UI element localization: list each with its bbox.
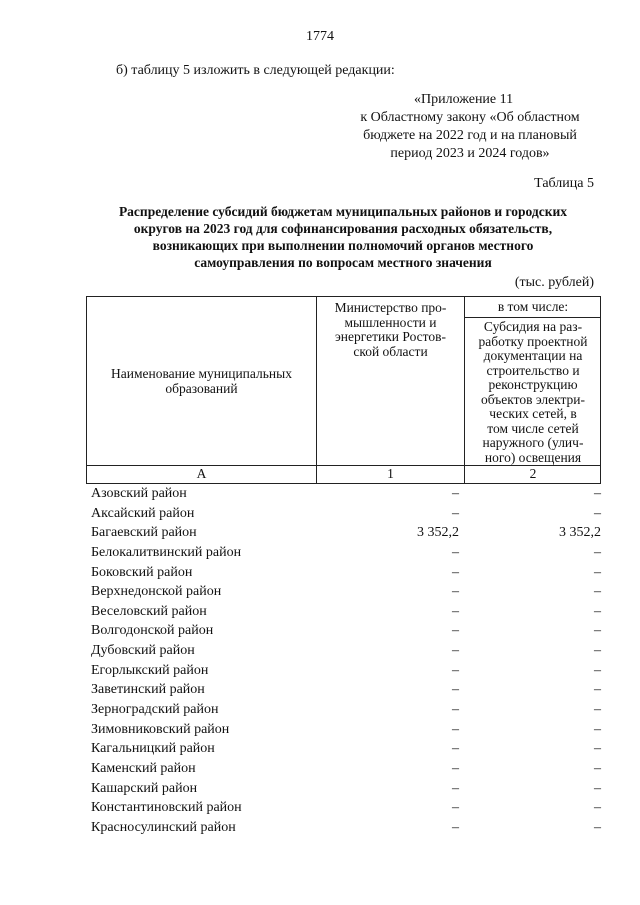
table-row bbox=[86, 759, 601, 779]
ministry-value: – bbox=[452, 486, 459, 501]
header-divider bbox=[464, 317, 601, 318]
subsidy-value: – bbox=[594, 721, 601, 737]
table-row bbox=[86, 720, 601, 740]
header-divider bbox=[86, 465, 601, 466]
ministry-value: – bbox=[452, 780, 459, 796]
municipality-name: Константиновский район bbox=[91, 800, 242, 816]
municipality-name: Веселовский район bbox=[91, 603, 207, 619]
header-subsidy-column bbox=[465, 320, 601, 465]
title-line: самоуправления по вопросам местного значения bbox=[194, 255, 492, 270]
table-row bbox=[86, 739, 601, 759]
header-line: Министерство про- bbox=[334, 300, 447, 315]
table-row bbox=[86, 680, 601, 700]
subsidy-value: – bbox=[594, 819, 601, 835]
table-row bbox=[86, 602, 601, 622]
subsidy-value: – bbox=[594, 760, 601, 776]
header-including-label: в том числе: bbox=[497, 299, 569, 314]
municipality-name: Азовский район bbox=[91, 486, 187, 501]
ministry-value: – bbox=[452, 564, 459, 580]
municipality-name: Верхнедонской район bbox=[91, 584, 222, 600]
subsidy-value: – bbox=[594, 623, 601, 639]
subsidy-value: – bbox=[594, 780, 601, 796]
header-line: документации на bbox=[483, 348, 583, 363]
header-line: Субсидия на раз- bbox=[483, 319, 583, 334]
table-row bbox=[86, 641, 601, 661]
header-ministry-column bbox=[317, 301, 464, 359]
subsidy-value: – bbox=[594, 564, 601, 580]
table-row bbox=[86, 779, 601, 799]
subsidy-value: – bbox=[594, 800, 601, 816]
header-line: том числе сетей bbox=[487, 420, 579, 436]
appendix-line-2: к Областному закону «Об областном bbox=[360, 110, 580, 125]
title-line: возникающих при выполнении полномочий органов местного bbox=[152, 238, 534, 253]
ministry-value: – bbox=[452, 544, 459, 560]
ministry-value: 3 352,2 bbox=[417, 525, 459, 541]
municipality-name: Багаевский район bbox=[91, 525, 197, 541]
municipality-name: Зимовниковский район bbox=[91, 721, 230, 737]
table-row bbox=[86, 484, 601, 504]
subsidy-value: – bbox=[594, 603, 601, 619]
table-row bbox=[86, 661, 601, 681]
subsidy-value: – bbox=[594, 544, 601, 560]
table-title bbox=[88, 203, 598, 271]
header-name-column bbox=[87, 367, 316, 396]
table-number: Таблица 5 bbox=[534, 176, 594, 191]
municipality-name: Кагальницкий район bbox=[91, 741, 215, 757]
municipality-name: Красносулинский район bbox=[91, 819, 236, 835]
municipality-name: Волгодонской район bbox=[91, 623, 214, 639]
table-row bbox=[86, 818, 601, 838]
ministry-value: – bbox=[452, 643, 459, 659]
title-line: Распределение субсидий бюджетам муниципальных районов и городских bbox=[118, 204, 568, 219]
ministry-value: – bbox=[452, 721, 459, 737]
municipality-name: Заветинский район bbox=[91, 682, 205, 698]
appendix-line-1: «Приложение 11 bbox=[414, 92, 514, 107]
page-number: 1774 bbox=[306, 29, 334, 44]
ministry-value: – bbox=[452, 819, 459, 835]
table-row bbox=[86, 582, 601, 602]
ministry-value: – bbox=[452, 741, 459, 757]
municipality-name: Зерноградский район bbox=[91, 702, 219, 718]
municipality-name: Аксайский район bbox=[91, 505, 195, 521]
appendix-line-4: период 2023 и 2024 годов» bbox=[390, 146, 550, 161]
ministry-value: – bbox=[452, 702, 459, 718]
ministry-value: – bbox=[452, 584, 459, 600]
header-line: объектов электри- bbox=[480, 391, 586, 407]
municipality-name: Дубовский район bbox=[91, 643, 195, 659]
header-line: Наименование муниципальных bbox=[111, 366, 292, 381]
municipality-name: Егорлыкский район bbox=[91, 662, 209, 678]
column-number-a: А bbox=[196, 466, 207, 481]
ministry-value: – bbox=[452, 623, 459, 639]
table-row bbox=[86, 700, 601, 720]
intro-text: б) таблицу 5 изложить в следующей редакции: bbox=[116, 63, 395, 78]
subsidy-value: – bbox=[594, 702, 601, 718]
table-row bbox=[86, 798, 601, 818]
ministry-value: – bbox=[452, 682, 459, 698]
header-line: строительство и bbox=[486, 362, 580, 378]
municipality-name: Каменский район bbox=[91, 760, 196, 776]
ministry-value: – bbox=[452, 603, 459, 619]
subsidy-value: – bbox=[594, 741, 601, 757]
table-row bbox=[86, 523, 601, 543]
table-body bbox=[86, 484, 601, 838]
municipality-name: Боковский район bbox=[91, 564, 193, 580]
header-line: ческих сетей, в bbox=[489, 406, 577, 421]
subsidy-value: 3 352,2 bbox=[559, 525, 601, 541]
subsidy-value: – bbox=[594, 662, 601, 678]
title-line: округов на 2023 год для софинансирования расходных обязательств, bbox=[133, 221, 553, 236]
subsidy-value: – bbox=[594, 505, 601, 521]
header-line: мышленности и bbox=[344, 314, 437, 330]
municipality-name: Белокалитвинский район bbox=[91, 544, 242, 560]
ministry-value: – bbox=[452, 800, 459, 816]
appendix-line-3: бюджете на 2022 год и на плановый bbox=[363, 128, 577, 143]
ministry-value: – bbox=[452, 505, 459, 521]
header-line: энергетики Ростов- bbox=[335, 329, 446, 344]
table-row bbox=[86, 563, 601, 583]
ministry-value: – bbox=[452, 760, 459, 776]
header-line: наружного (улич- bbox=[482, 435, 584, 450]
subsidy-value: – bbox=[594, 643, 601, 659]
subsidy-value: – bbox=[594, 584, 601, 600]
header-line: реконструкцию bbox=[488, 377, 578, 392]
subsidy-value: – bbox=[594, 486, 601, 501]
table-row bbox=[86, 621, 601, 641]
header-line: ного) освещения bbox=[484, 449, 582, 465]
column-number-2: 2 bbox=[529, 466, 537, 481]
appendix-reference bbox=[340, 91, 600, 163]
municipality-name: Кашарский район bbox=[91, 780, 198, 796]
units-label: (тыс. рублей) bbox=[514, 275, 594, 290]
subsidy-value: – bbox=[594, 682, 601, 698]
ministry-value: – bbox=[452, 662, 459, 678]
header-line: образований bbox=[165, 380, 238, 396]
header-line: работку проектной bbox=[478, 333, 588, 349]
column-number-1: 1 bbox=[387, 466, 394, 481]
table-row bbox=[86, 504, 601, 524]
table-row bbox=[86, 543, 601, 563]
header-line: ской области bbox=[353, 343, 428, 359]
